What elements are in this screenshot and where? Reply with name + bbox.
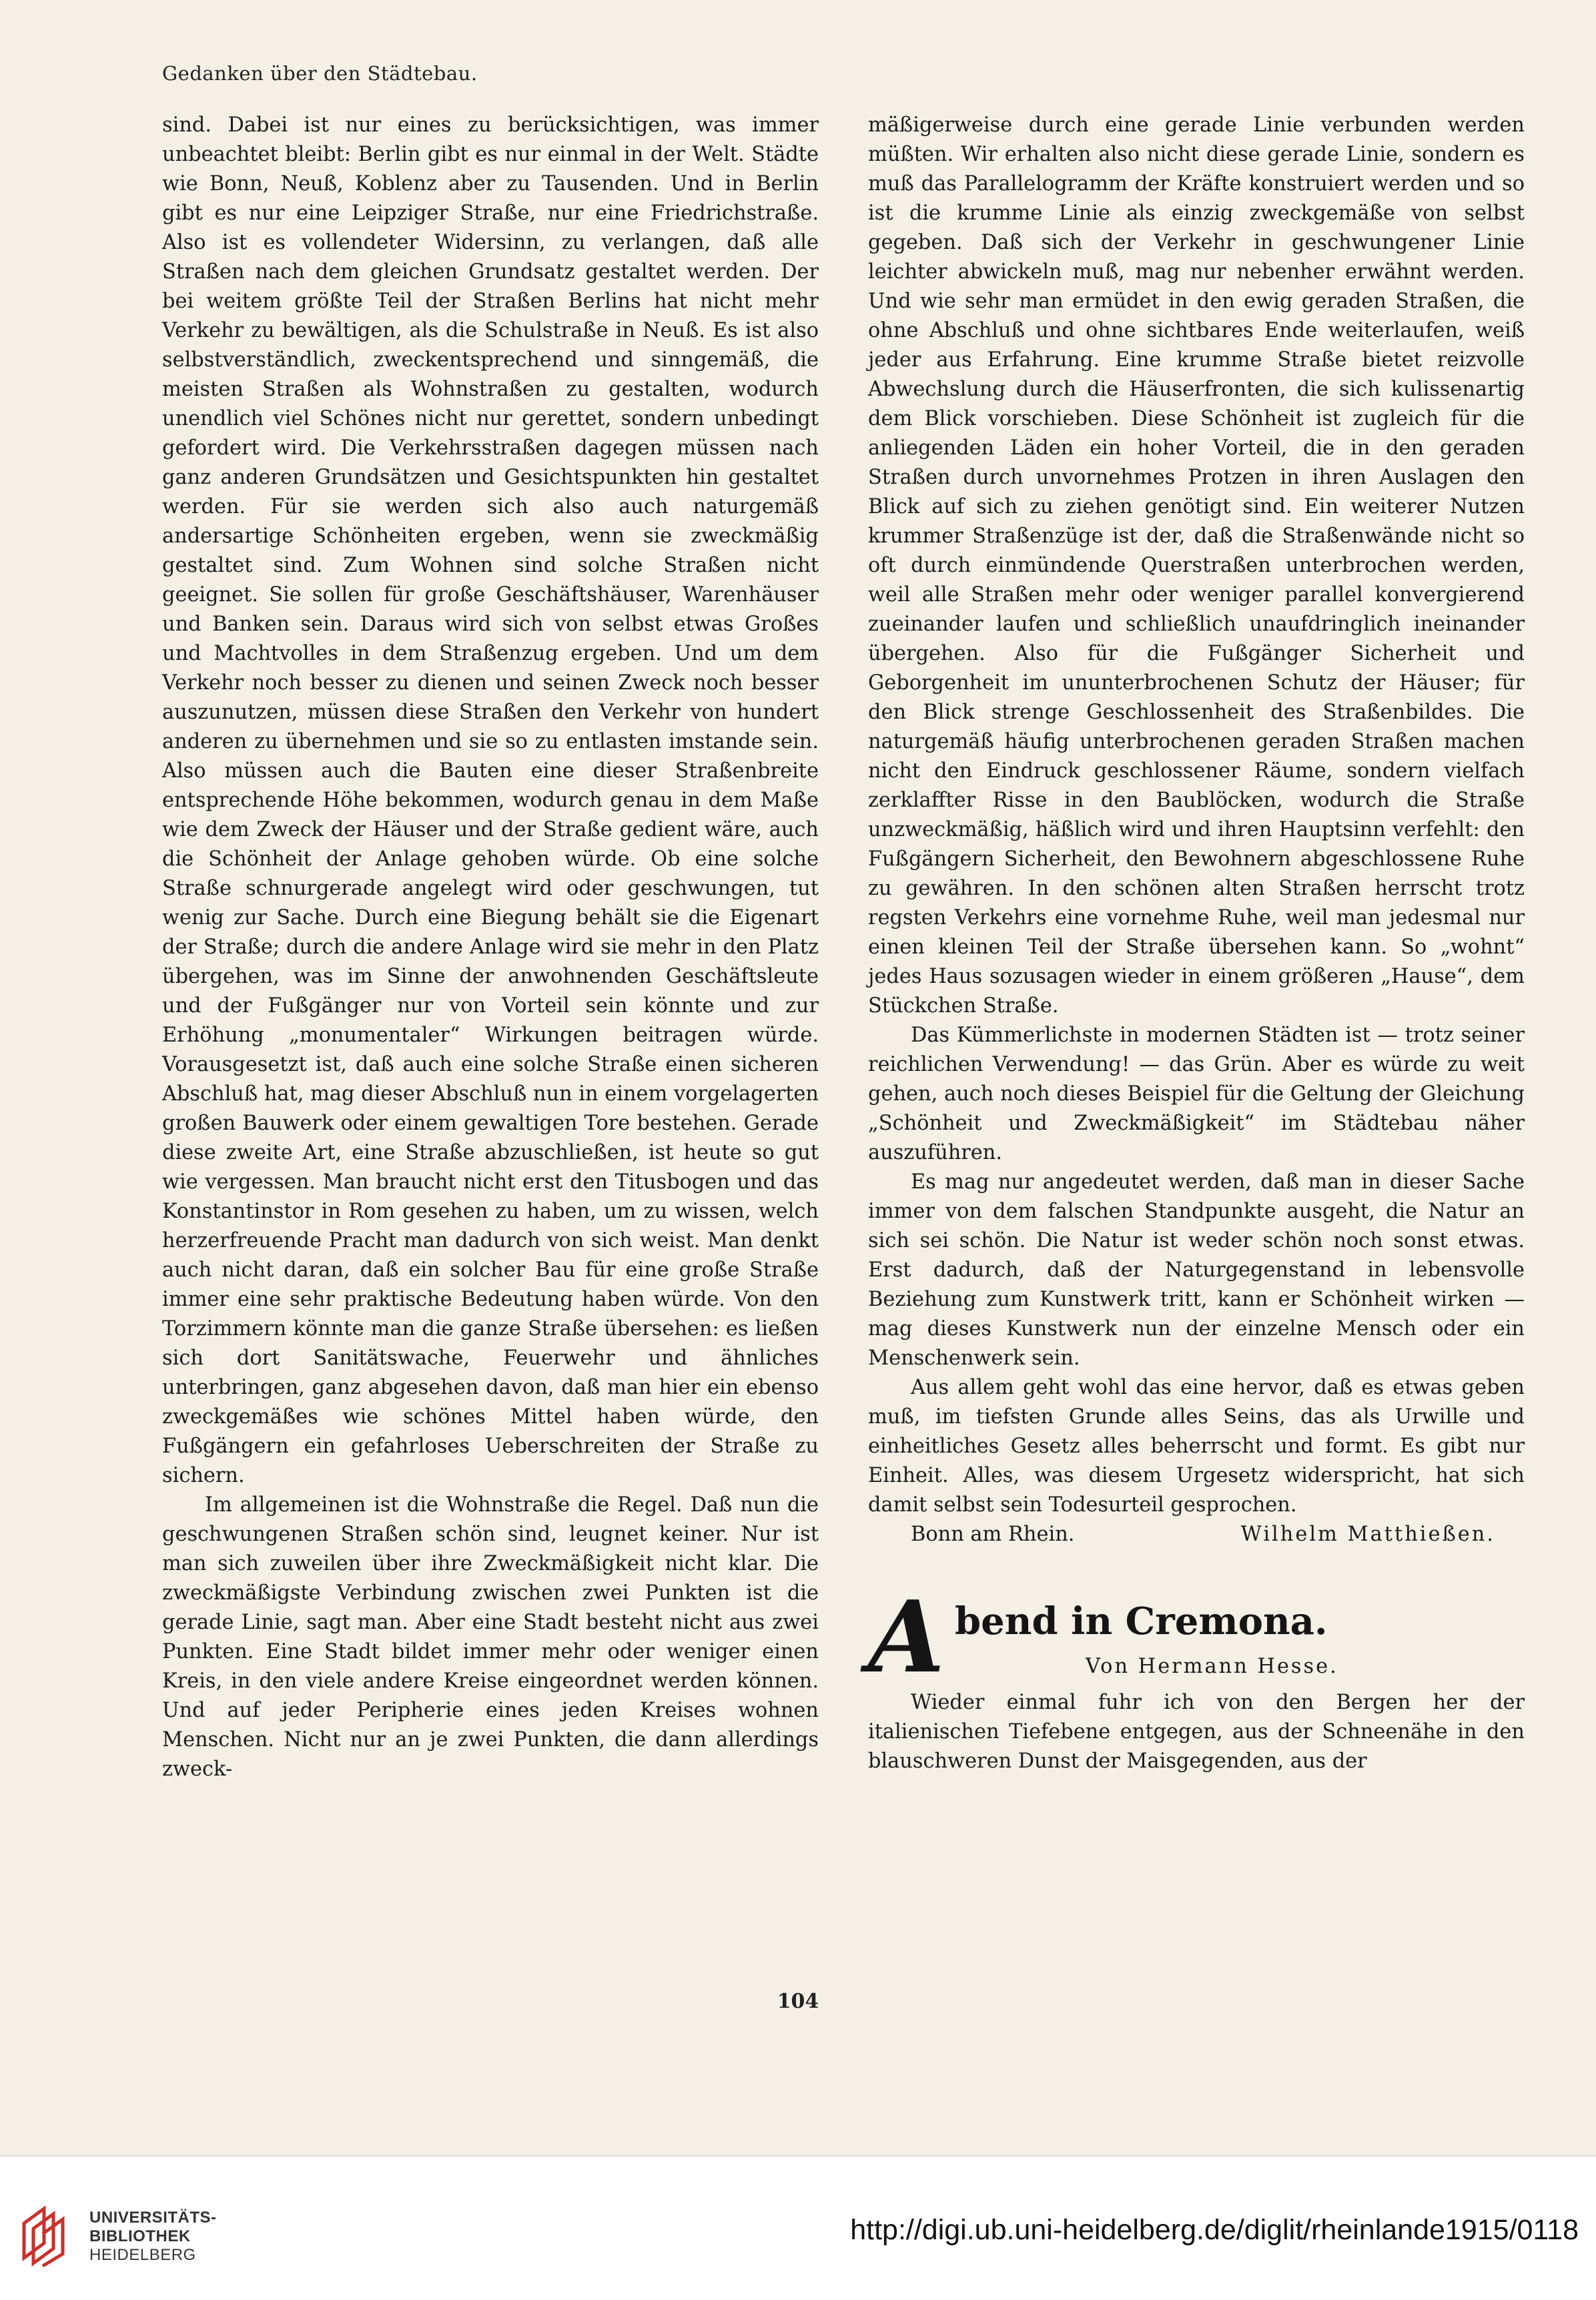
running-head: Gedanken über den Städtebau. <box>162 62 478 85</box>
signature-author: Wilhelm Matthießen. <box>1240 1523 1495 1546</box>
footer-bar <box>0 2155 1596 2300</box>
paragraph: Es mag nur angedeutet werden, daß man in dieser Sache immer von dem falschen Standpunkte ausgeht, die Natur an sich sei schön. Die Natur ist weder schön noch sonst etwas. Erst dadurch, daß der Naturgegenstand in lebensvolle Beziehung zum Kunstwerk tritt, kann er Schönheit wirken — mag dieses Kunstwerk nun der einzelne Mensch oder ein Menschenwerk sein. <box>868 1170 1525 1370</box>
left-column <box>162 111 819 1784</box>
article-first-paragraph: Wieder einmal fuhr ich von den Bergen her der italienischen Tiefebene entgegen, aus der Schneenähe in den blauschweren Dunst der Maisgegenden, aus der <box>868 1691 1525 1773</box>
source-url-link[interactable]: http://digi.ub.uni-heidelberg.de/diglit/rheinlande1915/0118 <box>850 2214 1579 2246</box>
paragraph: sind. Dabei ist nur eines zu berücksichtigen, was immer unbeachtet bleibt: Berlin gibt es nur einmal in der Welt. Städte wie Bonn, Neuß, Koblenz aber zu Tausenden. Und in Berlin gibt es nur eine Leipziger Straße, nur eine Friedrichstraße. Also ist es vollendeter Widersinn, zu verlangen, daß alle Straßen nach dem gleichen Grundsatz gestaltet werden. Der bei weitem größte Teil der Straßen Berlins hat nicht mehr Verkehr zu bewältigen, als die Schulstraße in Neuß. Es ist also selbstverständlich, zweckentsprechend und sinngemäß, die meisten Straßen als Wohnstraßen zu gestalten, wodurch unendlich viel Schönes nicht nur gerettet, sondern unbedingt gefordert wird. Die Verkehrsstraßen dagegen müssen nach ganz anderen Grundsätzen und Gesichtspunkten hin gestaltet werden. Für sie werden sich also auch naturgemäß andersartige Schönheiten ergeben, wenn sie zweckmäßig gestaltet sind. Zum Wohnen sind solche Straßen nicht geeignet. Sie sollen für große Geschäftshäuser, Warenhäuser und Banken sein. Daraus wird sich von selbst etwas Großes und Machtvolles in dem Straßenzug ergeben. Und um dem Verkehr noch besser zu dienen und seinen Zweck noch besser auszunutzen, müssen diese Straßen den Verkehr von hundert anderen zu übernehmen und sie so zu entlasten imstande sein. Also müssen auch die Bauten eine dieser Straßenbreite entsprechende Höhe bekommen, wodurch genau in dem Maße wie dem Zweck der Häuser und der Straße gedient wäre, auch die Schönheit der Anlage gehoben würde. Ob eine solche Straße schnurgerade angelegt wird oder geschwungen, tut wenig zur Sache. Durch eine Biegung behält sie die Eigenart der Straße; durch die andere Anlage wird sie mehr in den Platz übergehen, was im Sinne der anwohnenden Geschäftsleute und der Fußgänger nur von Vorteil sein könnte und zur Erhöhung „monumentaler“ Wirkungen beitragen würde. Vorausgesetzt ist, daß auch eine solche Straße einen sicheren Abschluß hat, mag dieser Abschluß nun in einem vorgelagerten großen Bauwerk oder einem gewaltigen Tore bestehen. Gerade diese zweite Art, eine Straße abzuschließen, ist heute so gut wie vergessen. Man braucht nicht erst den Titusbogen und das Konstantinstor in Rom gesehen zu haben, um zu wissen, welch herzerfreuende Pracht man dadurch von sich weist. Man denkt auch nicht daran, daß ein solcher Bau für eine große Straße immer eine sehr praktische Bedeutung haben würde. Von den Torzimmern könnte man die ganze Straße übersehen: es ließen sich dort Sanitätswache, Feuerwehr und ähnliches unterbringen, ganz abgesehen davon, daß man hier ein ebenso zweckgemäßes wie schönes Mittel haben würde, den Fußgängern ein gefahrloses Ueberschreiten der Straße zu sichern. <box>162 113 819 1487</box>
signature-place: Bonn am Rhein. <box>911 1523 1075 1546</box>
library-name-line: UNIVERSITÄTS- <box>89 2209 217 2227</box>
article-heading <box>868 1579 1525 1695</box>
page-number: 104 <box>777 1990 819 2013</box>
library-name-line: BIBLIOTHEK <box>89 2227 191 2245</box>
paragraph: Im allgemeinen ist die Wohnstraße die Regel. Daß nun die geschwungenen Straßen schön sind, leugnet keiner. Nur ist man sich zuweilen über ihre Zweckmäßigkeit nicht klar. Die zweckmäßigste Verbindung zwischen zwei Punkten ist die gerade Linie, sagt man. Aber eine Stadt besteht nicht aus zwei Punkten. Eine Stadt bildet immer mehr oder weniger einen Kreis, in den viele andere Kreise eingeordnet werden können. Und auf jeder Peripherie eines jeden Kreises wohnen Menschen. Nicht nur an je zwei Punkten, die dann allerdings zweck- <box>162 1493 819 1781</box>
article-byline: Von Hermann Hesse. <box>1086 1655 1338 1678</box>
library-name <box>89 2209 217 2265</box>
library-logo-icon <box>17 2203 73 2267</box>
signature <box>868 1520 1525 1549</box>
paragraph: mäßigerweise durch eine gerade Linie verbunden werden müßten. Wir erhalten also nicht diese gerade Linie, sondern es muß das Parallelogramm der Kräfte konstruiert werden und so ist die krumme Linie als einzig zweckgemäße von selbst gegeben. Daß sich der Verkehr in geschwungener Linie leichter abwickeln muß, mag nur nebenher erwähnt werden. Und wie sehr man ermüdet in den ewig geraden Straßen, die ohne Abschluß und ohne sichtbares Ende weiterlaufen, weiß jeder aus Erfahrung. Eine krumme Straße bietet reizvolle Abwechslung durch die Häuserfronten, die sich kulissenartig dem Blick vorschieben. Diese Schönheit ist zugleich für die anliegenden Läden ein hoher Vorteil, die in den geraden Straßen durch unvornehmes Protzen in ihren Auslagen den Blick auf sich zu ziehen genötigt sind. Ein weiterer Nutzen krummer Straßenzüge ist der, daß die Straßenwände nicht so oft durch einmündende Querstraßen unterbrochen werden, weil alle Straßen mehr oder weniger parallel konvergierend zueinander laufen und schließlich unaufdringlich ineinander übergehen. Also für die Fußgänger Sicherheit und Geborgenheit im ununterbrochenen Schutz der Häuser; für den Blick strenge Geschlossenheit des Straßenbildes. Die naturgemäß häufig unterbrochenen geraden Straßen machen nicht den Eindruck geschlossener Räume, sondern vielfach zerklaffter Risse in den Baublöcken, wodurch die Straße unzweckmäßig, häßlich wird und ihren Hauptsinn verfehlt: den Fußgängern Sicherheit, den Bewohnern abgeschlossene Ruhe zu gewähren. In den schönen alten Straßen herrscht trotz regsten Verkehrs eine vornehme Ruhe, weil man jedesmal nur einen kleinen Teil der Straße übersehen kann. So „wohnt“ jedes Haus sozusagen wieder in einem größeren „Hause“, dem Stückchen Straße. <box>868 113 1525 1018</box>
drop-cap: A <box>868 1579 945 1695</box>
paragraph: Aus allem geht wohl das eine hervor, daß es etwas geben muß, im tiefsten Grunde alles Seins, das als Urwille und einheitliches Gesetz alles beherrscht und formt. Es gibt nur Einheit. Alles, was diesem Urgesetz widerspricht, hat sich damit selbst sein Todesurteil gesprochen. <box>868 1376 1525 1517</box>
right-column <box>868 111 1525 1776</box>
paragraph: Das Kümmerlichste in modernen Städten ist — trotz seiner reichlichen Verwendung! — das Grün. Aber es würde zu weit gehen, auch noch dieses Beispiel für die Geltung der Gleichung „Schönheit und Zweckmäßigkeit“ im Städtebau näher auszuführen. <box>868 1024 1525 1164</box>
library-name-line: HEIDELBERG <box>89 2246 196 2264</box>
article-title: bend in Cremona. <box>955 1599 1328 1643</box>
